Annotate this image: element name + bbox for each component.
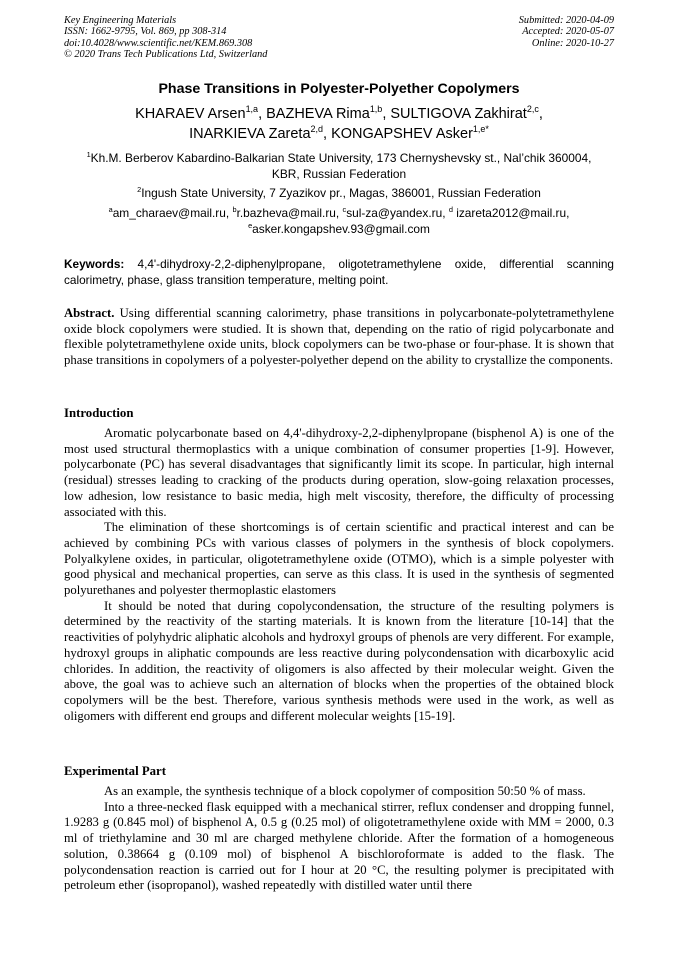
accepted-date: Accepted: 2020-05-07 [522, 26, 614, 38]
author-name: INARKIEVA Zareta [189, 126, 311, 142]
email-link: r.bazheva@mail.ru, [236, 206, 343, 220]
author-affiliation-mark: 1,b [369, 103, 383, 114]
abstract-label: Abstract. [64, 306, 115, 320]
copyright-info: © 2020 Trans Tech Publications Ltd, Switzerland [64, 48, 268, 60]
paragraph: The elimination of these shortcomings is of certain scientific and practical interest and can be achieved by combining PCs with various classes of polymers in the synthesis of block copolymers. Polyalkylene oxides, in particular, oligotetramethylene oxide (OTMO), which is a simple polyester with good physical and mechanical properties, can serve as this class. It is used in the synthesis of segmented polyurethanes and polyester thermoplastic elastomers [64, 520, 614, 598]
keywords [64, 256, 614, 288]
experimental-body [64, 784, 614, 894]
paragraph: Into a three-necked flask equipped with a mechanical stirrer, reflux condenser and dropping funnel, 1.9283 g (0.845 mol) of bisphenol A, 0.5 g (0.25 mol) of oligotetramethylene oxide with MM = 2000, 0.3 ml of triethylamine and 30 ml are charged methylene chloride. After the formation of a homogeneous solution, 0.38664 g (0.109 mol) of bisphenol A bischloroformate is added to the flask. The polycondensation reaction is carried out for I hour at 20 °C, the resulting polymer is precipitated with petroleum ether (isopropanol), washed repeatedly with distilled water until there [64, 799, 614, 893]
online-date: Online: 2020-10-27 [531, 37, 614, 49]
introduction-body [64, 426, 614, 724]
email-link: asker.kongapshev.93@gmail.com [252, 222, 430, 236]
journal-header-left [64, 15, 267, 60]
author-emails: $^a$am_charaev@mail.ru, $^b$r.bazheva@mail.ru, $^c$sul-za@yandex.ru, $^d$ izareta2012@mail.ru, $^e$asker.kongapshev.93@gmail.com [108, 204, 570, 236]
section-heading-introduction: Introduction [64, 406, 134, 420]
issn-info: ISSN: 1662-9795, Vol. 869, pp 308-314 [64, 26, 227, 38]
submitted-date: Submitted: 2020-04-09 [518, 15, 614, 26]
journal-header-right [519, 15, 614, 49]
keywords-text: 4,4'-dihydroxy-2,2-diphenylpropane, oligotetramethylene oxide, differential scanning calorimetry, phase, glass transition temperature, melting point. [64, 257, 614, 287]
section-heading-experimental: Experimental Part [64, 764, 166, 778]
paragraph: Aromatic polycarbonate based on 4,4'-dihydroxy-2,2-diphenylpropane (bisphenol A) is one of the most used structural thermoplastics with a unique combination of consumer properties [1-9]. However, polycarbonate (PC) has several disadvantages that significantly limit its scope. In particular, high internal (residual) stresses leading to cracking of the products during operation, slow-going relaxation processes, low adhesion, low resistance to basic media, high melt viscosity, therefore, the difficulty of processing associated with this. [64, 426, 614, 519]
affiliation-1: $^1$Kh.M. Berberov Kabardino-Balkarian State University, 173 Chernyshevsky st., Nal’chik 360004, KBR, Russian Federation [86, 149, 592, 181]
journal-name: Key Engineering Materials [64, 15, 177, 26]
author-name: SULTIGOVA Zakhirat [390, 106, 527, 122]
abstract [64, 306, 614, 369]
email-link: am_charaev@mail.ru, [112, 206, 233, 220]
author-name: BAZHEVA Rima [266, 106, 370, 122]
doi-info: doi:10.4028/www.scientific.net/KEM.869.308 [64, 37, 253, 49]
author-name: KHARAEV Arsen [135, 106, 246, 122]
author-affiliation-mark: 1,a [245, 103, 259, 114]
author-affiliation-mark: 2,d [310, 123, 324, 134]
paragraph: It should be noted that during copolycondensation, the structure of the resulting polymers is determined by the reactivity of the starting materials. It is known from the literature [10-14] that the reactivities of polyhydric aliphatic alcohols and hydroxyl groups of phenols are very different. For example, hydroxyl groups in aliphatic compounds are less reactive during polycondensation with dicarboxylic acid chlorides. In addition, the reactivity of oligomers is also affected by their molecular weight. Given the above, the goal was to achieve such an alternation of blocks when the properties of the obtained block copolymers will be the best. Therefore, various synthesis methods were used in the work, as well as oligomers with different end groups and different molecular weights [15-19]. [64, 598, 614, 723]
keywords-label: Keywords: [64, 257, 125, 271]
affiliation-2: $^2$Ingush State University, 7 Zyazikov pr., Magas, 386001, Russian Federation [137, 184, 541, 200]
paragraph: As an example, the synthesis technique of a block copolymer of composition 50:50 % of mass. [104, 784, 586, 798]
abstract-text: Using differential scanning calorimetry, phase transitions in polycarbonate-polytetramethylene oxide block copolymers were studied. It is shown that, depending on the ratio of rigid polycarbonate and flexible polytetramethylene oxide units, block copolymers can be two-phase or four-phase. It is shown that phase transitions in copolymers of a polyester-polyether depend on the ability to crystallize the components. [64, 306, 614, 368]
author-affiliation-mark: 2,c [526, 103, 539, 114]
author-list: KHARAEV Arsen$^{1,a}$, BAZHEVA Rima$^{1,b}$, SULTIGOVA Zakhirat$^{2,c}$, INARKIEVA Zareta$^{2,d}$, KONGAPSHEV Asker$^{1,e*}$ [135, 103, 543, 142]
paper-title: Phase Transitions in Polyester-Polyether Copolymers [158, 81, 520, 97]
email-link: sul-za@yandex.ru, [346, 206, 449, 220]
author-name: KONGAPSHEV Asker [331, 126, 473, 142]
email-link: izareta2012@mail.ru, [452, 206, 570, 220]
author-affiliation-mark: 1,e* [472, 123, 489, 134]
